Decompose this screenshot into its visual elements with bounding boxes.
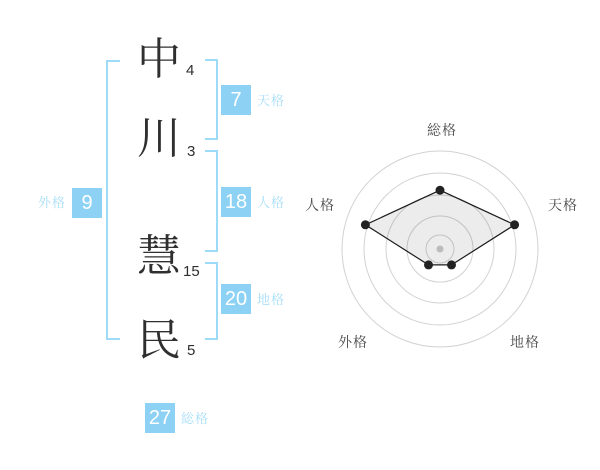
chikaku-label: 地格: [257, 292, 286, 307]
stroke-count-4: 5: [187, 342, 196, 359]
tenkaku-value-badge: 7: [221, 85, 251, 115]
radar-series: [361, 186, 519, 270]
stroke-count-1: 4: [186, 62, 195, 79]
jinkaku-bracket: [205, 150, 218, 252]
radar-axis-soukaku: 総格: [427, 122, 457, 138]
soukaku-label: 総格: [181, 411, 210, 426]
gaikaku-label: 外格: [37, 195, 66, 210]
chikaku-bracket: [205, 262, 218, 340]
name-char-4: 民: [137, 316, 181, 365]
radar-axis-chikaku: 地格: [510, 334, 540, 350]
chikaku-value-badge: 20: [221, 284, 251, 314]
name-char-3: 慧: [137, 232, 181, 281]
radar-axis-jinkaku: 人格: [305, 197, 335, 213]
stroke-count-3: 15: [183, 263, 200, 280]
radar-axis-gaikaku: 外格: [338, 334, 368, 350]
name-char-2: 川: [137, 114, 181, 163]
jinkaku-label: 人格: [257, 195, 286, 210]
radar-axis-tenkaku: 天格: [548, 197, 578, 213]
stroke-count-2: 3: [187, 143, 196, 160]
gaikaku-value-badge: 9: [72, 188, 102, 218]
fortune-radar-chart: [300, 90, 600, 390]
tenkaku-bracket: [205, 59, 218, 140]
tenkaku-label: 天格: [257, 93, 286, 108]
name-char-1: 中: [137, 35, 181, 84]
jinkaku-value-badge: 18: [221, 187, 251, 217]
soukaku-value-badge: 27: [145, 403, 175, 433]
gaikaku-bracket: [106, 60, 120, 340]
